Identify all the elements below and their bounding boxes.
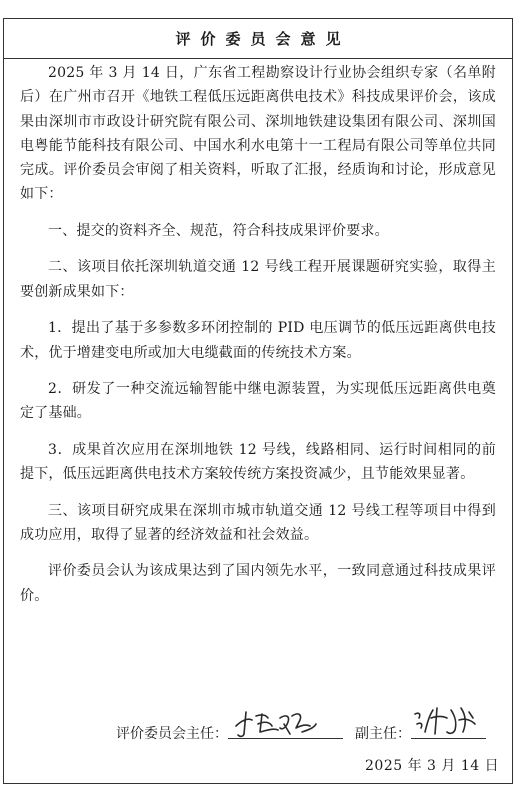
paragraph-innovation-1: 1．提出了基于多参数多环闭控制的 PID 电压调节的低压远距离供电技术，优于增建变电所或加大电缆截面的传统技术方案。 xyxy=(20,320,496,361)
paragraph-innovation-2: 2．研发了一种交流远输智能中继电源装置，为实现低压远距离供电奠定了基础。 xyxy=(20,381,496,422)
signature-row xyxy=(116,710,486,743)
chair-signature-line xyxy=(228,710,343,739)
chair-signature-icon xyxy=(228,706,343,740)
paragraph-point-1: 一、提交的资料齐全、规范，符合科技成果评价要求。 xyxy=(48,222,389,239)
opinion-body xyxy=(4,59,512,608)
opinion-form xyxy=(3,18,513,784)
paragraph-point-3: 三、该项目研究成果在深圳市城市轨道交通 12 号线工程等项目中得到成功应用，取得了显著的经济效益和社会效益。 xyxy=(20,502,496,543)
paragraph-innovation-3: 3．成果首次应用在深圳地铁 12 号线，线路相同、运行时间相同的前提下，低压远距离供电技术方案较传统方案投资减少，且节能效果显著。 xyxy=(20,441,496,483)
title-row xyxy=(4,19,512,59)
paragraph-conclusion: 评价委员会认为该成果达到了国内领先水平，一致同意通过科技成果评价。 xyxy=(20,563,496,604)
page-title: 评价委员会意见 xyxy=(175,30,351,48)
vice-signature-icon xyxy=(411,702,491,742)
vice-signature-line xyxy=(411,710,486,739)
chair-signature-stroke xyxy=(236,712,316,736)
signing-date: 2025 年 3 月 14 日 xyxy=(365,758,500,774)
paragraph-point-2: 二、该项目依托深圳轨道交通 12 号线工程开展课题研究实验，取得主要创新成果如下： xyxy=(20,259,496,300)
paragraph-intro: 2025 年 3 月 14 日，广东省工程勘察设计行业协会组织专家（名单附后）在广州市召开《地铁工程低压远距离供电技术》科技成果评价会，该成果由深圳市市政设计研究院有限公司、深圳地铁建设集团有限公司、深圳国电粤能节能科技有限公司、中国水利水电第十一工程局有限公司等单位共同完成。评价委员会审阅了相关资料，听取了汇报，经质询和讨论，形成意见如下： xyxy=(20,65,496,203)
vice-signature-stroke xyxy=(415,708,475,734)
vice-label: 副主任： xyxy=(355,726,411,742)
chair-label: 评价委员会主任： xyxy=(116,726,228,742)
